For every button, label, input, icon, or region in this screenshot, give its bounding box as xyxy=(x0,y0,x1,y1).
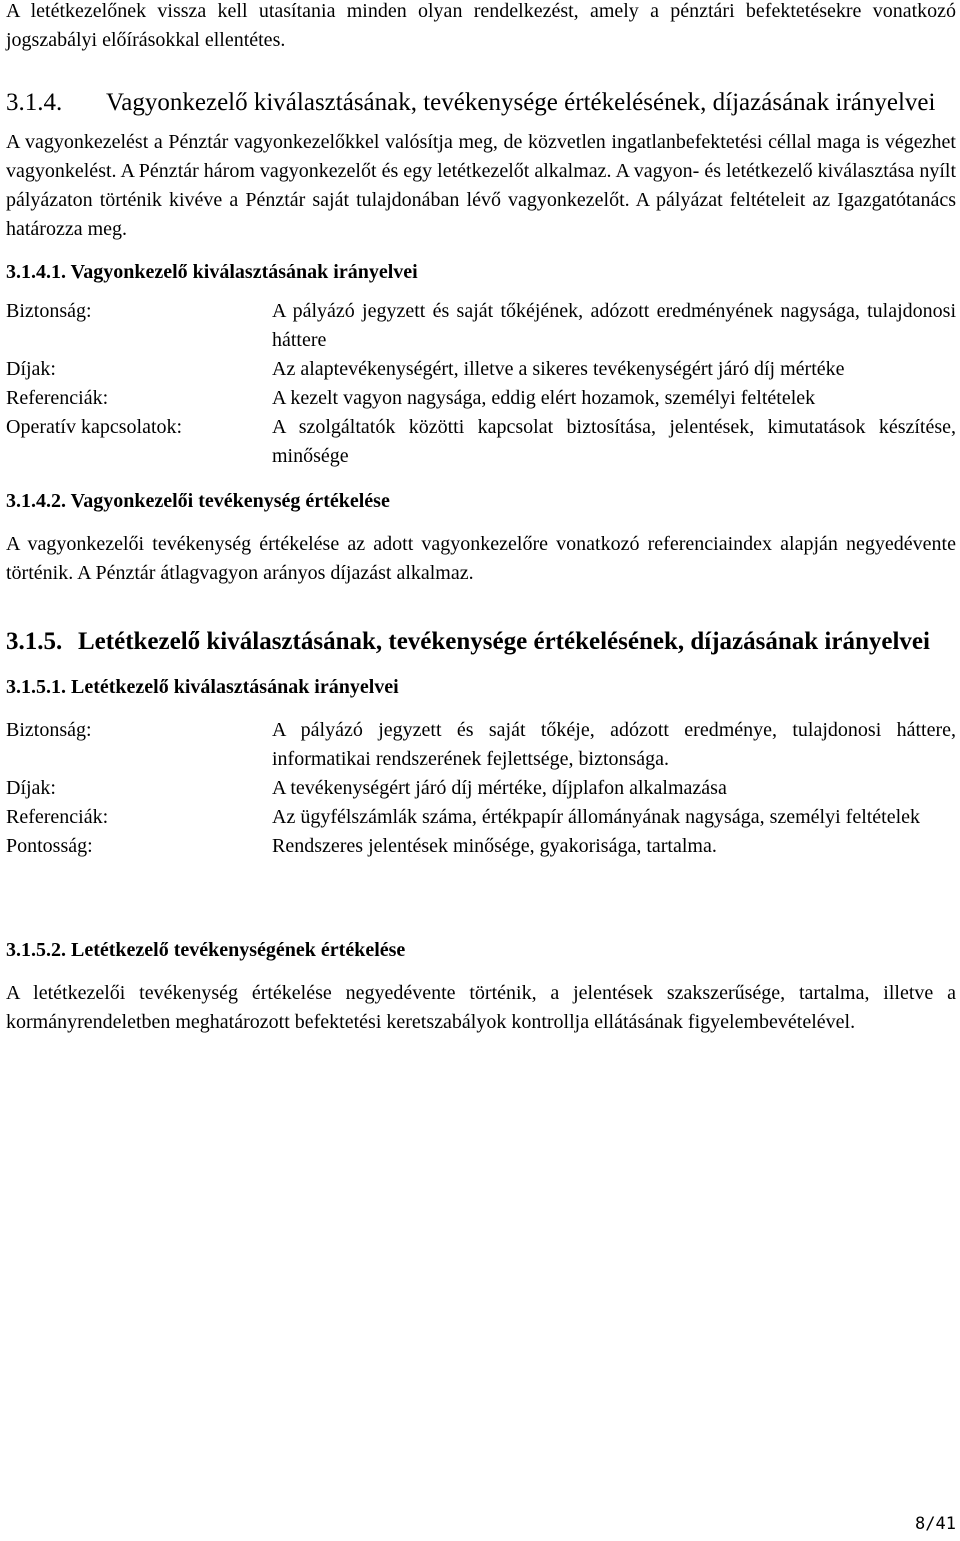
criteria-label: Referenciák: xyxy=(6,806,109,828)
criteria-value: Az ügyfélszámlák száma, értékpapír állományának nagysága, személyi feltételek xyxy=(272,806,921,828)
criteria-label: Biztonság: xyxy=(6,719,92,741)
section-3-1-5-1-heading: 3.1.5.1. Letétkezelő kiválasztásának irányelvei xyxy=(6,676,399,698)
page-number: 8/41 xyxy=(915,1514,956,1534)
section-3-1-5-2-paragraph: A letétkezelői tevékenység értékelése negyedévente történik, a jelentések szakszerűsége, tartalma, illetve a kormányrendeletben meghatározott befektetési keretszabályok kontrollja ellátásának figyelembevételével. xyxy=(6,982,956,1033)
section-3-1-4-paragraph: A vagyonkezelést a Pénztár vagyonkezelőkkel valósítja meg, de közvetlen ingatlanbefektetési céllal maga is végezhet vagyonkelést. A Pénztár három vagyonkezelőt és egy letétkezelőt alkalmaz. A vagyon- és letétkezelő kiválasztása nyílt pályázaton történik kivéve a Pénztár saját tulajdonában lévő vagyonkezelőt. A pályázat feltételeit az Igazgatótanács határozza meg. xyxy=(6,131,956,240)
criteria-label: Biztonság: xyxy=(6,300,92,322)
section-3-1-4-title: Vagyonkezelő kiválasztásának, tevékenysége értékelésének, díjazásának irányelvei xyxy=(106,89,936,116)
criteria-label: Díjak: xyxy=(6,358,56,380)
criteria-label: Referenciák: xyxy=(6,387,109,409)
section-3-1-5-number: 3.1.5. xyxy=(6,628,63,655)
intro-paragraph: A letétkezelőnek vissza kell utasítania minden olyan rendelkezést, amely a pénztári befektetésekre vonatkozó jogszabályi előírásokkal ellentétes. xyxy=(6,0,956,51)
criteria-row xyxy=(6,355,956,384)
section-3-1-5-heading xyxy=(6,624,956,659)
section-3-1-5-title: Letétkezelő kiválasztásának, tevékenysége értékelésének, díjazásának irányelvei xyxy=(78,628,930,655)
criteria-value: A pályázó jegyzett és saját tőkéje, adózott eredménye, tulajdonosi háttere, informatikai rendszerének fejlettsége, biztonsága. xyxy=(272,719,956,770)
criteria-value: A kezelt vagyon nagysága, eddig elért hozamok, személyi feltételek xyxy=(272,387,816,409)
criteria-value: A szolgáltatók közötti kapcsolat biztosítása, jelentések, kimutatások készítése, minősége xyxy=(272,416,956,467)
section-3-1-4-number: 3.1.4. xyxy=(6,89,63,116)
section-3-1-4-2-heading: 3.1.4.2. Vagyonkezelői tevékenység értékelése xyxy=(6,490,390,512)
section-3-1-4-1-heading: 3.1.4.1. Vagyonkezelő kiválasztásának irányelvei xyxy=(6,261,418,283)
criteria-row xyxy=(6,803,956,832)
criteria-row xyxy=(6,774,956,803)
criteria-row xyxy=(6,297,956,355)
manager-criteria-table xyxy=(6,297,956,471)
criteria-row xyxy=(6,384,956,413)
criteria-value: Az alaptevékenységért, illetve a sikeres tevékenységért járó díj mértéke xyxy=(272,358,845,380)
criteria-row xyxy=(6,413,956,471)
criteria-value: Rendszeres jelentések minősége, gyakorisága, tartalma. xyxy=(272,835,717,857)
criteria-label: Pontosság: xyxy=(6,835,93,857)
section-3-1-4-heading xyxy=(6,85,956,120)
document-page xyxy=(6,0,956,1037)
criteria-label: Operatív kapcsolatok: xyxy=(6,416,183,438)
section-3-1-5-2-heading: 3.1.5.2. Letétkezelő tevékenységének értékelése xyxy=(6,939,406,961)
section-3-1-4-2-paragraph: A vagyonkezelői tevékenység értékelése az adott vagyonkezelőre vonatkozó referenciaindex alapján negyedévente történik. A Pénztár átlagvagyon arányos díjazást alkalmaz. xyxy=(6,533,956,584)
criteria-value: A tevékenységért járó díj mértéke, díjplafon alkalmazása xyxy=(272,777,727,799)
criteria-row xyxy=(6,832,956,861)
criteria-label: Díjak: xyxy=(6,777,56,799)
custodian-criteria-table xyxy=(6,716,956,861)
criteria-row xyxy=(6,716,956,774)
criteria-value: A pályázó jegyzett és saját tőkéjének, adózott eredményének nagysága, tulajdonosi háttere xyxy=(272,300,956,351)
